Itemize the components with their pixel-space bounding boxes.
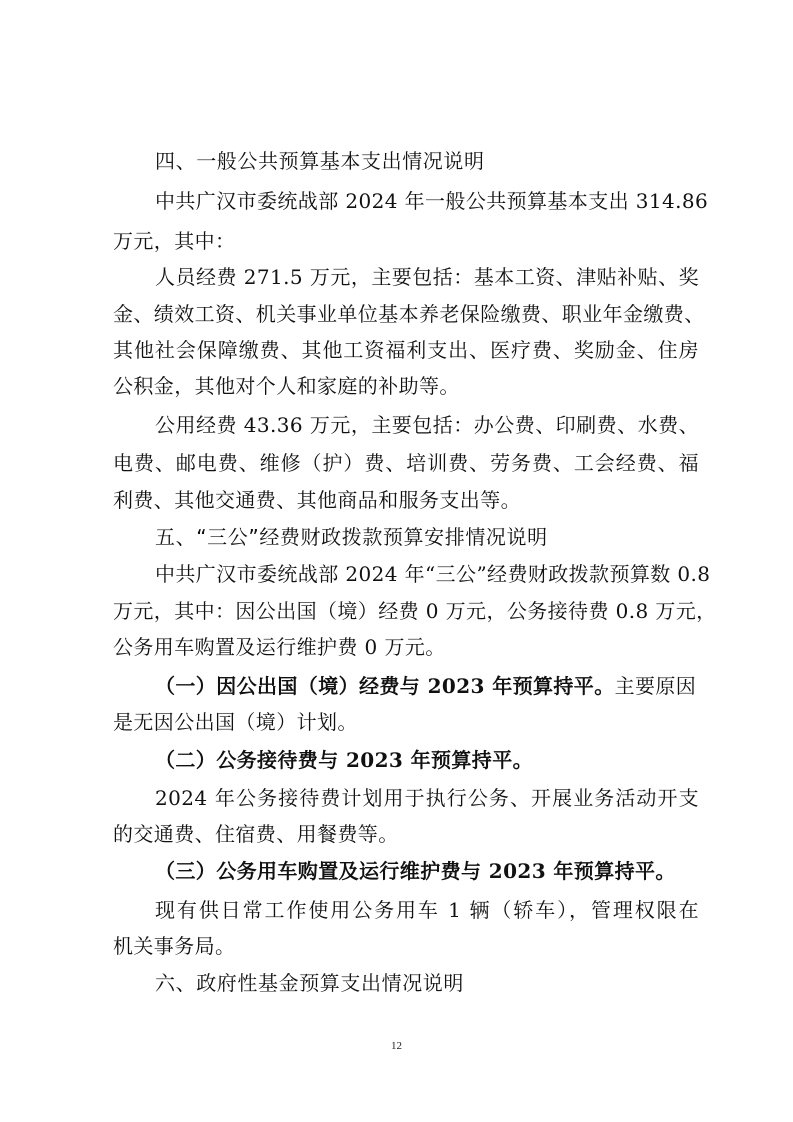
paragraph-line: 公务用车购置及运行维护费 0 万元。 <box>113 635 446 659</box>
paragraph-line: 现有供日常工作使用公务用车 1 辆（轿车），管理权限在 <box>155 898 699 922</box>
paragraph-line: 万元，其中：因公出国（境）经费 0 万元，公务接待费 0.8 万元， <box>113 599 717 623</box>
paragraph-line: 2024 年公务接待费计划用于执行公务、开展业务活动开支 <box>155 786 699 810</box>
paragraph-line: 公积金，其他对个人和家庭的补助等。 <box>113 374 460 398</box>
section-4-heading: 四、一般公共预算基本支出情况说明 <box>155 149 485 173</box>
paragraph-line: 万元，其中： <box>113 229 236 253</box>
subsection-1-heading: （一）因公出国（境）经费与 2023 年预算持平。 <box>155 674 615 698</box>
paragraph-line: 中共广汉市委统战部 2024 年一般公共预算基本支出 314.86 <box>155 189 709 213</box>
paragraph-line: 人员经费 271.5 万元，主要包括：基本工资、津贴补贴、奖 <box>155 265 699 289</box>
paragraph-line: 的交通费、住宿费、用餐费等。 <box>113 822 399 846</box>
paragraph-line: 利费、其他交通费、其他商品和服务支出等。 <box>113 488 521 512</box>
paragraph-line: 公用经费 43.36 万元，主要包括：办公费、印刷费、水费、 <box>155 413 699 437</box>
subsection-1-line <box>155 673 699 699</box>
paragraph-line: 电费、邮电费、维修（护）费、培训费、劳务费、工会经费、福 <box>113 451 699 475</box>
section-5-heading: 五、“三公”经费财政拨款预算安排情况说明 <box>155 525 548 549</box>
section-6-heading: 六、政府性基金预算支出情况说明 <box>155 971 464 995</box>
paragraph-line: 机关事务局。 <box>113 934 236 958</box>
paragraph-line: 中共广汉市委统战部 2024 年“三公”经费财政拨款预算数 0.8 <box>155 562 711 586</box>
subsection-1-text: 主要原因 <box>614 674 697 698</box>
paragraph-line: 是无因公出国（境）计划。 <box>113 710 358 734</box>
paragraph-line: 金、绩效工资、机关事业单位基本养老保险缴费、职业年金缴费、 <box>113 302 705 326</box>
subsection-2-heading: （二）公务接待费与 2023 年预算持平。 <box>155 748 533 772</box>
page-number: 12 <box>391 1040 402 1052</box>
paragraph-line: 其他社会保障缴费、其他工资福利支出、医疗费、奖励金、住房 <box>113 338 699 362</box>
subsection-3-heading: （三）公务用车购置及运行维护费与 2023 年预算持平。 <box>155 859 676 883</box>
